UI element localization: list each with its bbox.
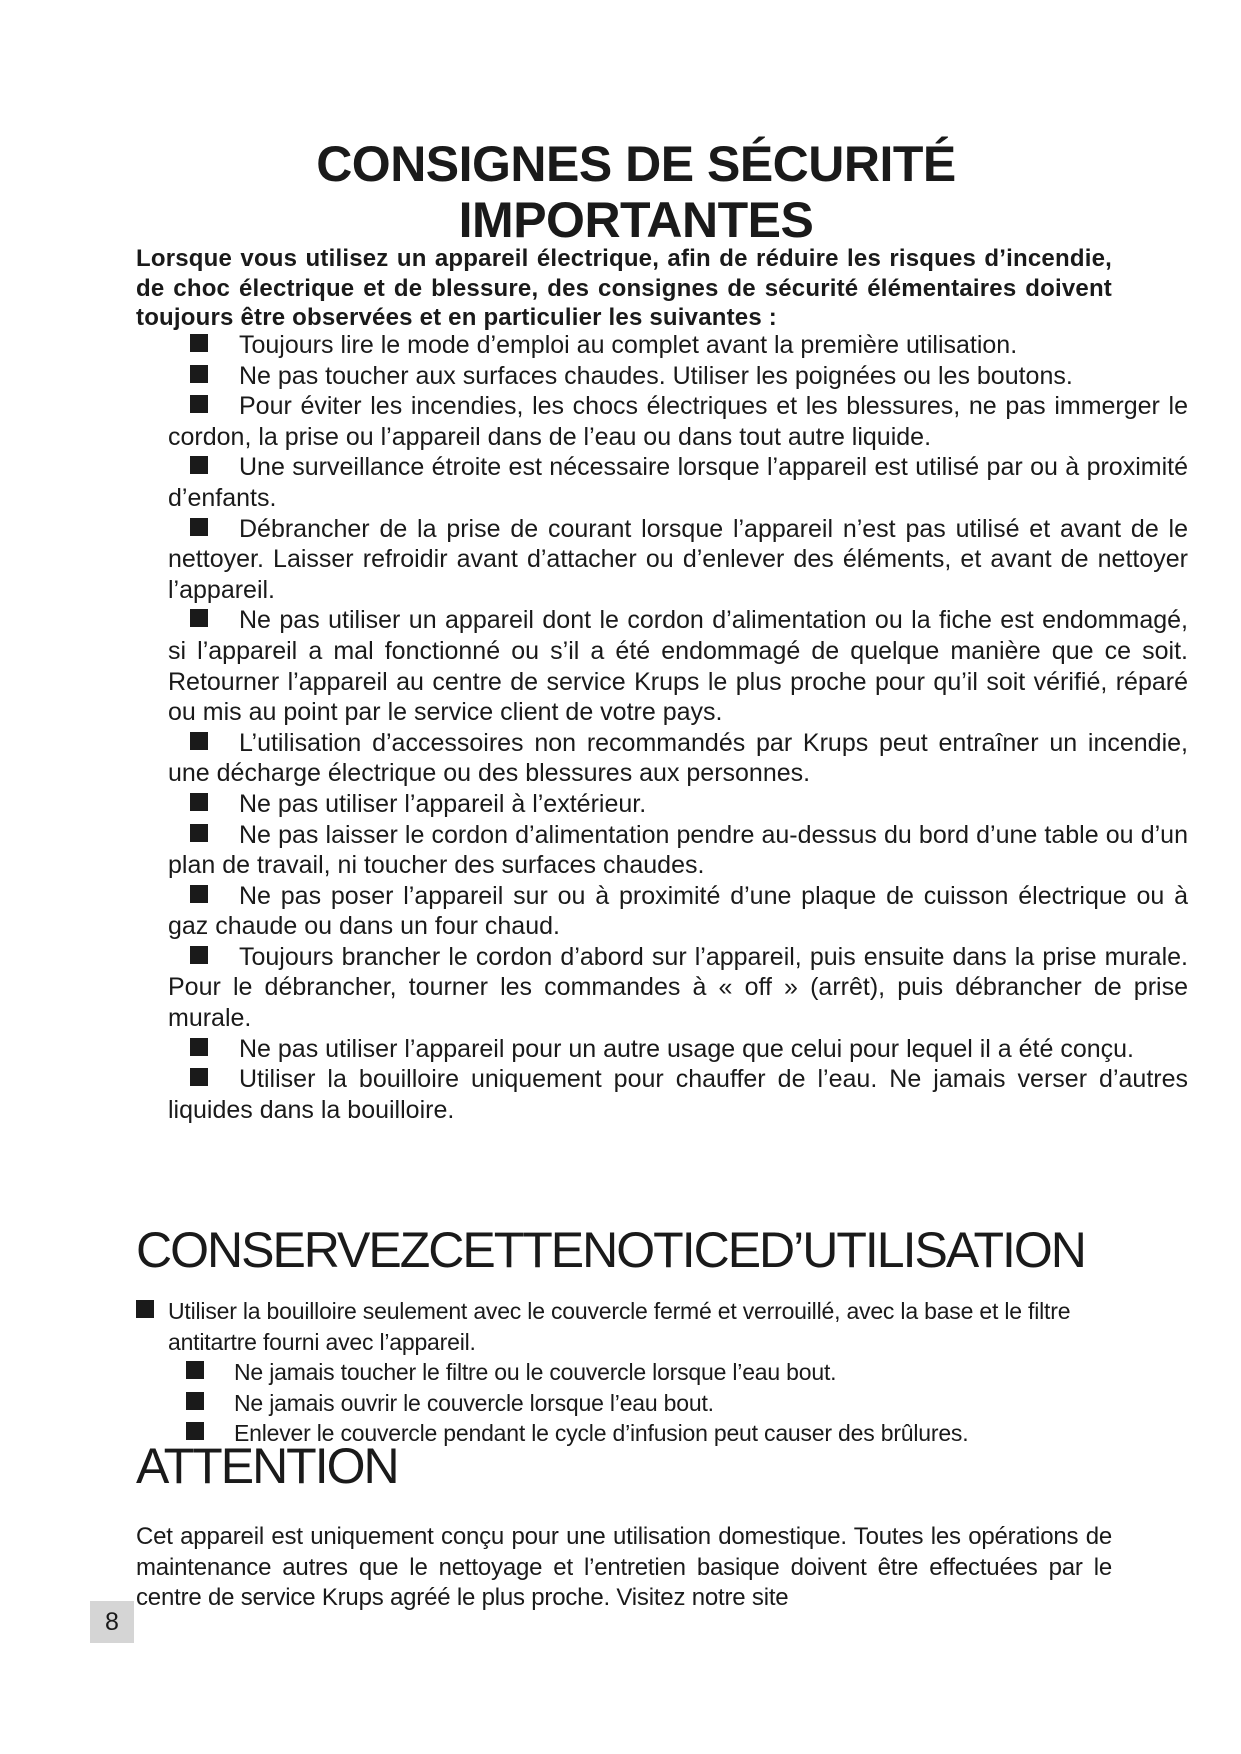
warning-item [168, 605, 1188, 727]
kettle-usage-sub-text: Enlever le couvercle pendant le cycle d’infusion peut causer des brûlures. [234, 1420, 969, 1447]
square-bullet-icon [190, 609, 208, 627]
kettle-usage-sub-text: Ne jamais ouvrir le couvercle lorsque l’eau bout. [234, 1389, 714, 1416]
warning-text: Ne pas utiliser un appareil dont le cordon d’alimentation ou la fiche est endommagé, si l’appareil a mal fonctionné ou s’il a été endommagé de quelque manière que ce soit. Retourner l’appareil au centre de service Krups le plus proche pour qu’il soit vérifié, réparé ou mis au point par le service client de votre pays. [168, 606, 1188, 727]
warning-text: Toujours brancher le cordon d’abord sur l’appareil, puis ensuite dans la prise murale. Pour le débrancher, tourner les commandes à « off » (arrêt), puis débrancher de prise murale. [168, 942, 1188, 1033]
square-bullet-icon [190, 1068, 208, 1086]
warning-text: Toujours lire le mode d’emploi au complet avant la première utilisation. [239, 331, 1018, 359]
square-bullet-icon [136, 1300, 154, 1318]
page-title [136, 136, 1136, 248]
square-bullet-icon [190, 518, 208, 536]
warning-text: Débrancher de la prise de courant lorsque l’appareil n’est pas utilisé et avant de le nettoyer. Laisser refroidir avant d’attacher ou d’enlever des éléments, et avant de nettoyer l’appareil. [168, 514, 1188, 604]
square-bullet-icon [190, 334, 208, 352]
kettle-usage-list [136, 1296, 1136, 1449]
square-bullet-icon [190, 1038, 208, 1056]
warning-item [168, 942, 1188, 1034]
square-bullet-icon [190, 365, 208, 383]
square-bullet-icon [190, 824, 208, 842]
title-line-2: IMPORTANTES [458, 192, 814, 248]
warning-text: Utiliser la bouilloire uniquement pour chauffer de l’eau. Ne jamais verser d’autres liquides dans la bouilloire. [168, 1065, 1188, 1124]
warning-text: Ne pas utiliser l’appareil pour un autre usage que celui pour lequel il a été conçu. [239, 1034, 1135, 1063]
warning-item [168, 1034, 1188, 1065]
square-bullet-icon [190, 793, 208, 811]
warning-text: Ne pas laisser le cordon d’alimentation pendre au-dessus du bord d’une table ou d’un plan de travail, ni toucher des surfaces chaudes. [168, 820, 1188, 880]
square-bullet-icon [190, 395, 208, 413]
warning-item [168, 361, 1188, 392]
warning-item [168, 728, 1188, 789]
square-bullet-icon [190, 456, 208, 474]
title-line-1: CONSIGNES DE SÉCURITÉ [316, 136, 956, 192]
intro-paragraph: Lorsque vous utilisez un appareil électrique, afin de réduire les risques d’incendie, de choc électrique et de blessure, des consignes de sécurité élémentaires doivent toujours être observées et en particulier les suivantes : [136, 245, 1112, 331]
safety-warnings-list [168, 330, 1188, 1125]
heading-attention: ATTENTION [136, 1438, 398, 1494]
warning-item [168, 452, 1188, 513]
warning-item [168, 391, 1188, 452]
heading-conserve: CONSERVEZCETTENOTICED’UTILISATION [136, 1222, 1085, 1278]
warning-text: Ne pas utiliser l’appareil à l’extérieur. [239, 789, 647, 818]
warning-item [168, 330, 1188, 361]
warning-item [168, 789, 1188, 820]
square-bullet-icon [186, 1361, 204, 1379]
square-bullet-icon [186, 1392, 204, 1410]
square-bullet-icon [190, 885, 208, 903]
warning-text: Ne pas toucher aux surfaces chaudes. Utiliser les poignées ou les boutons. [239, 361, 1073, 390]
warning-item [168, 881, 1188, 942]
page-number: 8 [90, 1601, 134, 1643]
square-bullet-icon [190, 732, 208, 750]
warning-text: Une surveillance étroite est nécessaire lorsque l’appareil est utilisé par ou à proximité d’enfants. [168, 453, 1188, 512]
kettle-usage-main-item [136, 1296, 1136, 1357]
warning-text: Pour éviter les incendies, les chocs électriques et les blessures, ne pas immerger le cordon, la prise ou l’appareil dans de l’eau ou dans tout autre liquide. [168, 392, 1188, 451]
warning-item [168, 820, 1188, 881]
kettle-usage-sub-item [136, 1388, 1136, 1419]
warning-text: L’utilisation d’accessoires non recommandés par Krups peut entraîner un incendie, une décharge électrique ou des blessures aux personnes. [168, 728, 1188, 788]
kettle-usage-sub-item [136, 1357, 1136, 1388]
attention-paragraph: Cet appareil est uniquement conçu pour une utilisation domestique. Toutes les opérations de maintenance autres que le nettoyage et l’entretien basique doivent être effectuées par le centre de service Krups agréé le plus proche. Visitez notre site [136, 1523, 1112, 1611]
warning-text: Ne pas poser l’appareil sur ou à proximité d’une plaque de cuisson électrique ou à gaz chaude ou dans un four chaud. [168, 881, 1188, 941]
kettle-usage-sub-text: Ne jamais toucher le filtre ou le couvercle lorsque l’eau bout. [234, 1359, 837, 1386]
kettle-usage-main-text: Utiliser la bouilloire seulement avec le couvercle fermé et verrouillé, avec la base et le filtre antitartre fourni avec l’appareil. [168, 1298, 1071, 1355]
warning-item [168, 1064, 1188, 1125]
square-bullet-icon [190, 946, 208, 964]
warning-item [168, 514, 1188, 606]
